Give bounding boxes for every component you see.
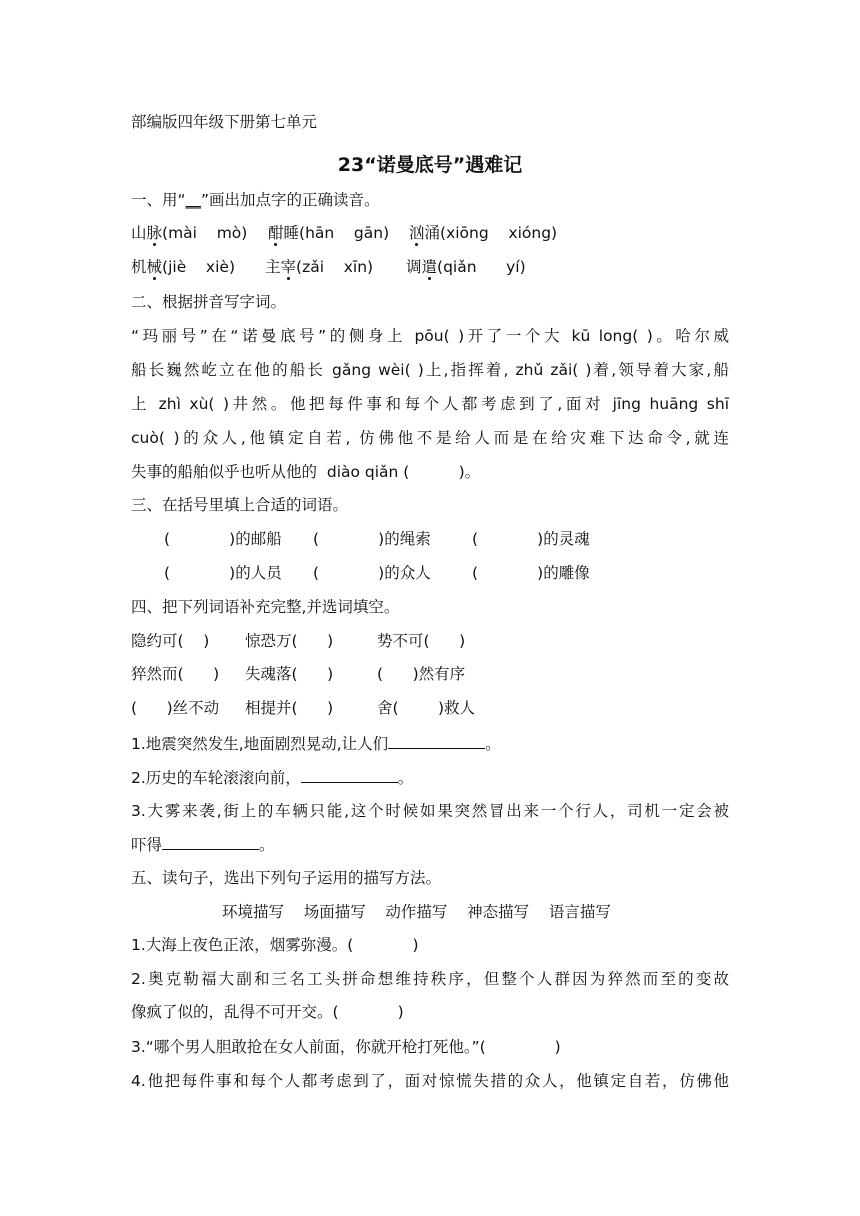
idiom-item: 失魂落( ) <box>245 665 334 683</box>
unit-header: 部编版四年级下册第七单元 <box>131 113 318 131</box>
passage-line: 失事的船舶似乎也听从他的 diào qiǎn ( )。 <box>131 463 481 481</box>
answer-blank[interactable] <box>301 767 398 783</box>
answer-blank[interactable] <box>162 834 259 850</box>
pinyin-item: 汹涌(xiōng xióng) <box>409 224 558 242</box>
idiom-item: 隐约可( ) <box>131 632 210 650</box>
fill-sentence: 1.地震突然发生,地面剧烈晃动,让人们 。 <box>131 735 501 753</box>
passage-line: 上 zhì xù( )井然。他把每件事和每个人都考虑到了,面对 jīng huāng shī <box>131 395 729 413</box>
dotted-char: 脉 <box>146 224 163 242</box>
question-line: 4.他把每件事和每个人都考虑到了，面对惊慌失措的众人，他镇定自若，仿佛他 <box>131 1072 729 1090</box>
pinyin-item: 酣睡(hān gān) <box>268 224 390 242</box>
section1-heading: 一、用“__”画出加点字的正确读音。 <box>131 191 380 209</box>
passage-line: “玛丽号”在“诺曼底号”的侧身上 pōu( )开了一个大 kū long( )。哈尔威 <box>131 327 729 345</box>
fill-phrase: ( )的邮船 <box>164 530 282 548</box>
lesson-title: 23“诺曼底号”遇难记 <box>337 154 523 176</box>
pinyin-item: 机械(jiè xiè) <box>131 258 235 276</box>
section2-heading: 二、根据拼音写字词。 <box>131 293 287 311</box>
section3-heading: 三、在括号里填上合适的词语。 <box>131 496 349 514</box>
pinyin-item: 山脉(mài mò) <box>131 224 248 242</box>
question-line: 3.“哪个男人胆敢抢在女人前面，你就开枪打死他。”( ) <box>131 1038 561 1056</box>
idiom-item: 惊恐万( ) <box>245 632 334 650</box>
idiom-item: ( )丝不动 <box>131 699 220 717</box>
dotted-char: 酣 <box>268 224 284 242</box>
passage-line: cuò( )的众人,他镇定自若, 仿佛他不是给人而是在给灾难下达命令,就连 <box>131 429 729 447</box>
idiom-item: 相提并( ) <box>245 699 334 717</box>
fill-phrase: ( )的众人 <box>313 564 431 582</box>
dotted-char: 宰 <box>280 258 297 276</box>
answer-blank[interactable] <box>388 733 485 749</box>
pinyin-item: 调遣(qiǎn yí) <box>406 258 526 276</box>
question-line: 2.奥克勒福大副和三名工头拼命想维持秩序，但整个人群因为猝然而至的变故 <box>131 970 729 988</box>
idiom-item: 猝然而( ) <box>131 665 220 683</box>
section5-heading: 五、读句子，选出下列句子运用的描写方法。 <box>131 869 442 887</box>
idiom-item: 舍( )救人 <box>377 699 476 717</box>
fill-sentence: 3.大雾来袭,街上的车辆只能,这个时候如果突然冒出来一个行人，司机一定会被 <box>131 802 729 820</box>
fill-phrase: ( )的灵魂 <box>472 530 590 548</box>
fill-phrase: ( )的人员 <box>164 564 282 582</box>
question-line: 像疯了似的，乱得不可开交。( ) <box>131 1003 404 1021</box>
method-options: 环境描写 场面描写 动作描写 神态描写 语言描写 <box>222 903 611 921</box>
dotted-char: 汹 <box>409 224 425 242</box>
underline-sample: __ <box>185 191 202 209</box>
dotted-char: 遣 <box>421 258 438 276</box>
section4-heading: 四、把下列词语补充完整,并选词填空。 <box>131 598 400 616</box>
idiom-item: ( )然有序 <box>377 665 466 683</box>
passage-line: 船长巍然屹立在他的船长 gǎng wèi( )上,指挥着, zhǔ zǎi( )着,领导着大家,船 <box>131 361 729 379</box>
pinyin-item: 主宰(zǎi xīn) <box>265 258 374 276</box>
fill-sentence: 吓得 。 <box>131 836 275 854</box>
fill-phrase: ( )的雕像 <box>472 564 590 582</box>
dotted-char: 械 <box>146 258 163 276</box>
fill-sentence: 2.历史的车轮滚滚向前， 。 <box>131 769 414 787</box>
question-line: 1.大海上夜色正浓，烟雾弥漫。( ) <box>131 936 419 954</box>
fill-phrase: ( )的绳索 <box>313 530 431 548</box>
idiom-item: 势不可( ) <box>377 632 466 650</box>
